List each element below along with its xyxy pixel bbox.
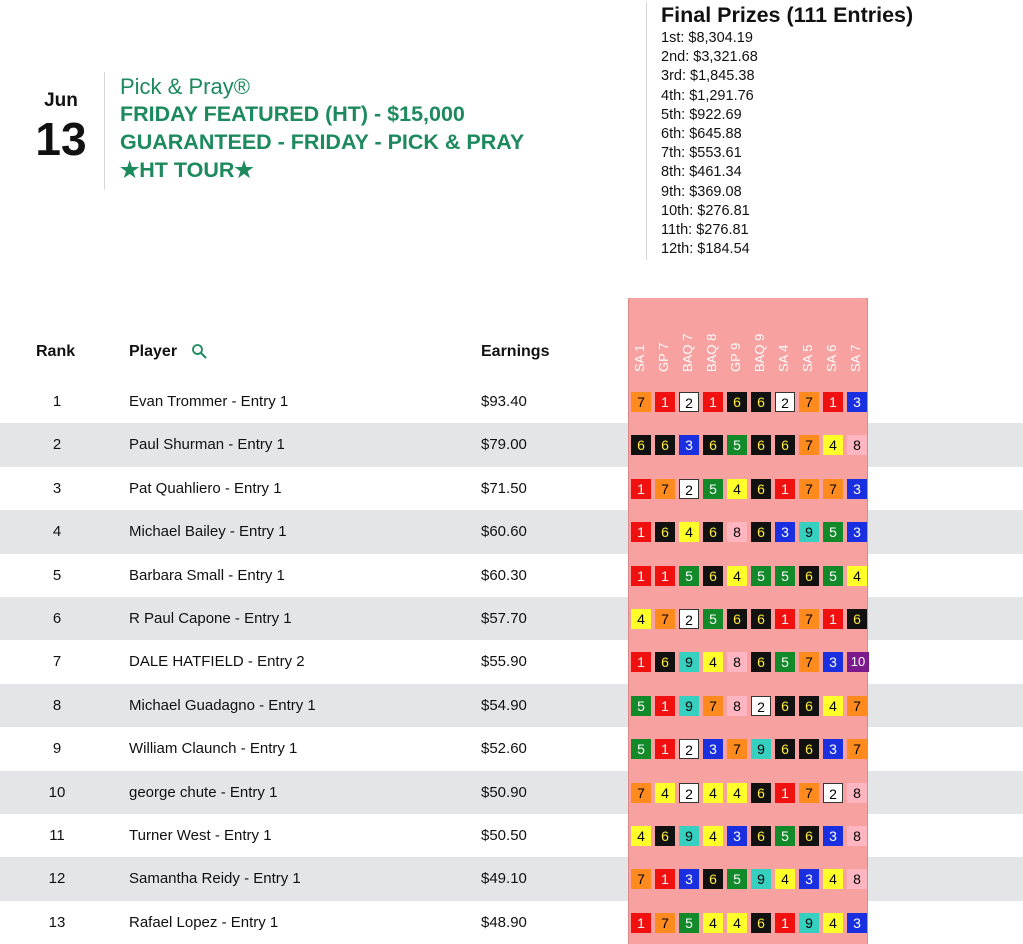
pick-badge: 6	[703, 435, 723, 455]
race-header-cell	[629, 302, 653, 372]
picks-area	[628, 510, 868, 553]
rank-cell: 7	[52, 653, 62, 671]
table-row[interactable]	[0, 901, 1023, 944]
pick-badge: 5	[775, 826, 795, 846]
picks-area	[628, 423, 868, 466]
prize-line: 8th: $461.34	[661, 164, 742, 181]
pick-badge: 8	[847, 826, 867, 846]
pick-badge: 6	[751, 479, 771, 499]
rank-cell: 10	[48, 783, 66, 801]
pick-badge: 1	[655, 392, 675, 412]
pick-badge: 6	[847, 609, 867, 629]
pick-badge: 7	[631, 783, 651, 803]
pick-badge: 9	[679, 826, 699, 846]
race-label: SA 1	[632, 344, 647, 372]
player-name[interactable]: Evan Trommer - Entry 1	[129, 393, 289, 410]
pick-badge: 2	[679, 783, 699, 803]
prize-line: 9th: $369.08	[661, 183, 742, 200]
table-row[interactable]	[0, 597, 1023, 640]
pick-badge: 2	[823, 783, 843, 803]
pick-badge: 6	[775, 435, 795, 455]
race-header-cell	[701, 302, 725, 372]
pick-badge: 8	[727, 696, 747, 716]
player-name[interactable]: Michael Bailey - Entry 1	[129, 523, 287, 541]
pick-badge: 1	[655, 696, 675, 716]
leaderboard-table	[0, 298, 1023, 944]
pick-badge: 3	[727, 826, 747, 846]
picks-area	[628, 901, 868, 944]
pick-badge: 8	[847, 783, 867, 803]
pick-badge: 5	[631, 739, 651, 759]
pick-badge: 6	[727, 609, 747, 629]
table-header	[0, 298, 1023, 380]
pick-badge: 5	[631, 696, 651, 716]
prize-list	[661, 29, 1016, 259]
prize-line: 3rd: $1,845.38	[661, 68, 755, 85]
race-label: SA 4	[776, 344, 791, 372]
pick-badge: 6	[751, 609, 771, 629]
contest-title-line-2: GUARANTEED - FRIDAY - PICK & PRAY	[120, 130, 525, 154]
final-prizes-panel	[646, 2, 1016, 260]
race-label: SA 5	[800, 344, 815, 372]
pick-badge: 7	[799, 652, 819, 672]
race-header-cell	[821, 302, 845, 372]
pick-badge: 4	[727, 566, 747, 586]
pick-badge: 1	[703, 392, 723, 412]
earnings-cell: $54.90	[481, 696, 527, 714]
rank-cell: 12	[48, 870, 66, 888]
pick-badge: 7	[655, 609, 675, 629]
pick-badge: 10	[847, 652, 869, 672]
rank-cell: 5	[52, 566, 62, 584]
pick-badge: 1	[631, 913, 651, 933]
race-header-cell	[725, 302, 749, 372]
pick-badge: 5	[703, 609, 723, 629]
pick-badge: 5	[775, 566, 795, 586]
earnings-cell: $71.50	[481, 479, 527, 497]
pick-badge: 6	[703, 869, 723, 889]
player-header[interactable]: Player	[129, 343, 178, 360]
table-row[interactable]	[0, 727, 1023, 770]
pick-badge: 3	[823, 652, 843, 672]
pick-badge: 4	[823, 435, 843, 455]
pick-badge: 2	[775, 392, 795, 412]
pick-badge: 7	[655, 479, 675, 499]
pick-badge: 5	[727, 869, 747, 889]
player-name[interactable]: george chute - Entry 1	[129, 783, 278, 801]
race-header-cell	[677, 302, 701, 372]
pick-badge: 7	[799, 392, 819, 412]
prize-line: 11th: $276.81	[661, 222, 749, 239]
table-row[interactable]	[0, 380, 1023, 423]
race-label: BAQ 7	[680, 333, 695, 372]
race-header-cell	[773, 302, 797, 372]
pick-badge: 7	[799, 609, 819, 629]
earnings-cell: $49.10	[481, 870, 527, 888]
pick-badge: 3	[823, 826, 843, 846]
picks-area	[628, 684, 868, 727]
pick-badge: 3	[799, 869, 819, 889]
pick-badge: 5	[679, 566, 699, 586]
rank-header[interactable]: Rank	[36, 343, 76, 360]
header-divider	[104, 72, 105, 190]
pick-badge: 2	[679, 479, 699, 499]
search-icon[interactable]	[191, 343, 207, 359]
picks-area	[628, 380, 868, 423]
pick-badge: 4	[823, 913, 843, 933]
pick-badge: 5	[775, 652, 795, 672]
contest-brand: Pick & Pray®	[120, 74, 250, 99]
final-prizes-title: Final Prizes (111 Entries)	[661, 3, 914, 27]
pick-badge: 3	[847, 522, 867, 542]
picks-area	[628, 640, 868, 683]
pick-badge: 4	[631, 826, 651, 846]
race-label: SA 7	[848, 344, 863, 372]
pick-badge: 9	[799, 522, 819, 542]
pick-badge: 8	[847, 869, 867, 889]
prize-line: 6th: $645.88	[661, 126, 742, 143]
pick-badge: 5	[751, 566, 771, 586]
pick-badge: 6	[655, 652, 675, 672]
pick-badge: 3	[847, 392, 867, 412]
earnings-cell: $55.90	[481, 653, 527, 671]
player-name[interactable]: DALE HATFIELD - Entry 2	[129, 653, 305, 671]
table-row[interactable]	[0, 423, 1023, 466]
prize-line: 12th: $184.54	[661, 241, 750, 258]
pick-badge: 1	[631, 479, 651, 499]
picks-area	[628, 771, 868, 814]
contest-title-line-3: ★HT TOUR★	[120, 158, 254, 182]
pick-badge: 3	[775, 522, 795, 542]
earnings-cell: $50.90	[481, 783, 527, 801]
pick-badge: 8	[727, 652, 747, 672]
pick-badge: 7	[727, 739, 747, 759]
date-day: 13	[35, 113, 87, 165]
pick-badge: 6	[751, 652, 771, 672]
pick-badge: 1	[631, 652, 651, 672]
prize-line: 10th: $276.81	[661, 202, 750, 219]
pick-badge: 7	[631, 869, 651, 889]
player-name[interactable]: Samantha Reidy - Entry 1	[129, 870, 301, 888]
pick-badge: 6	[655, 826, 675, 846]
pick-badge: 9	[799, 913, 819, 933]
table-row[interactable]	[0, 814, 1023, 857]
rank-cell: 13	[48, 913, 66, 931]
race-label: SA 6	[824, 344, 839, 372]
pick-badge: 7	[799, 783, 819, 803]
pick-badge: 7	[847, 739, 867, 759]
pick-badge: 4	[703, 913, 723, 933]
pick-badge: 4	[775, 869, 795, 889]
prize-line: 7th: $553.61	[661, 145, 742, 162]
race-columns-header	[628, 298, 868, 380]
earnings-header[interactable]: Earnings	[481, 343, 550, 360]
race-header-cell	[653, 302, 677, 372]
rank-cell: 11	[49, 826, 65, 844]
pick-badge: 8	[847, 435, 867, 455]
pick-badge: 1	[655, 869, 675, 889]
pick-badge: 5	[703, 479, 723, 499]
table-row[interactable]	[0, 771, 1023, 814]
pick-badge: 6	[751, 913, 771, 933]
contest-date	[30, 90, 92, 164]
pick-badge: 4	[823, 696, 843, 716]
earnings-cell: $57.70	[481, 609, 527, 627]
race-header-cell	[845, 302, 869, 372]
race-label: BAQ 8	[704, 333, 719, 372]
pick-badge: 6	[799, 739, 819, 759]
player-name[interactable]: Michael Guadagno - Entry 1	[129, 696, 316, 714]
pick-badge: 4	[631, 609, 651, 629]
pick-badge: 6	[775, 739, 795, 759]
picks-area	[628, 597, 868, 640]
pick-badge: 1	[775, 479, 795, 499]
race-header-cell	[797, 302, 821, 372]
race-header-cell	[749, 302, 773, 372]
rank-cell: 4	[52, 523, 62, 541]
pick-badge: 3	[823, 739, 843, 759]
earnings-cell: $79.00	[481, 436, 527, 454]
pick-badge: 7	[847, 696, 867, 716]
pick-badge: 5	[823, 522, 843, 542]
pick-badge: 4	[703, 826, 723, 846]
pick-badge: 4	[679, 522, 699, 542]
player-name[interactable]: Barbara Small - Entry 1	[129, 566, 285, 584]
pick-badge: 4	[727, 913, 747, 933]
pick-badge: 9	[751, 739, 771, 759]
pick-badge: 2	[679, 392, 699, 412]
prize-line: 1st: $8,304.19	[661, 30, 753, 46]
picks-area	[628, 554, 868, 597]
pick-badge: 6	[799, 696, 819, 716]
pick-badge: 6	[631, 435, 651, 455]
pick-badge: 6	[655, 435, 675, 455]
pick-badge: 2	[679, 739, 699, 759]
pick-badge: 2	[751, 696, 771, 716]
pick-badge: 4	[847, 566, 867, 586]
player-name[interactable]: R Paul Capone - Entry 1	[129, 609, 292, 627]
pick-badge: 6	[751, 522, 771, 542]
race-label: GP 7	[656, 342, 671, 372]
pick-badge: 5	[823, 566, 843, 586]
pick-badge: 4	[703, 652, 723, 672]
pick-badge: 6	[703, 566, 723, 586]
pick-badge: 9	[751, 869, 771, 889]
table-row[interactable]	[0, 467, 1023, 510]
pick-badge: 5	[679, 913, 699, 933]
prize-line: 5th: $922.69	[661, 106, 742, 123]
pick-badge: 1	[775, 783, 795, 803]
pick-badge: 1	[631, 566, 651, 586]
player-name[interactable]: Turner West - Entry 1	[129, 826, 272, 844]
pick-badge: 9	[679, 696, 699, 716]
picks-area	[628, 857, 868, 900]
pick-badge: 4	[655, 783, 675, 803]
pick-badge: 4	[823, 869, 843, 889]
table-row[interactable]	[0, 640, 1023, 683]
pick-badge: 6	[751, 435, 771, 455]
prize-line: 4th: $1,291.76	[661, 87, 754, 104]
pick-badge: 6	[799, 566, 819, 586]
table-row[interactable]	[0, 510, 1023, 553]
picks-area	[628, 727, 868, 770]
player-name[interactable]: Paul Shurman - Entry 1	[129, 436, 285, 454]
pick-badge: 1	[631, 522, 651, 542]
earnings-cell: $60.60	[481, 523, 527, 541]
rank-cell: 3	[52, 479, 62, 497]
pick-badge: 4	[727, 479, 747, 499]
pick-badge: 1	[823, 609, 843, 629]
rank-cell: 8	[52, 696, 62, 714]
earnings-cell: $48.90	[481, 913, 527, 931]
pick-badge: 8	[727, 522, 747, 542]
player-name[interactable]: William Claunch - Entry 1	[129, 740, 298, 758]
pick-badge: 6	[775, 696, 795, 716]
table-body	[0, 380, 1023, 944]
earnings-cell: $50.50	[481, 826, 527, 844]
pick-badge: 2	[679, 609, 699, 629]
player-name[interactable]: Pat Quahliero - Entry 1	[129, 479, 282, 497]
pick-badge: 3	[847, 913, 867, 933]
pick-badge: 1	[655, 739, 675, 759]
pick-badge: 7	[631, 392, 651, 412]
pick-badge: 6	[727, 392, 747, 412]
table-row[interactable]	[0, 857, 1023, 900]
pick-badge: 7	[655, 913, 675, 933]
pick-badge: 6	[655, 522, 675, 542]
prize-line: 2nd: $3,321.68	[661, 49, 758, 66]
pick-badge: 3	[679, 869, 699, 889]
pick-badge: 3	[703, 739, 723, 759]
pick-badge: 7	[799, 479, 819, 499]
table-row[interactable]	[0, 554, 1023, 597]
earnings-cell: $93.40	[481, 393, 527, 410]
contest-title-line-1: FRIDAY FEATURED (HT) - $15,000	[120, 102, 465, 126]
pick-badge: 7	[823, 479, 843, 499]
rank-cell: 2	[52, 436, 62, 454]
pick-badge: 1	[775, 609, 795, 629]
pick-badge: 9	[679, 652, 699, 672]
date-month: Jun	[44, 90, 78, 111]
contest-title-block	[120, 74, 610, 184]
pick-badge: 3	[679, 435, 699, 455]
pick-badge: 3	[847, 479, 867, 499]
table-row[interactable]	[0, 684, 1023, 727]
picks-area	[628, 467, 868, 510]
pick-badge: 4	[727, 783, 747, 803]
race-label: BAQ 9	[752, 333, 767, 372]
pick-badge: 6	[751, 826, 771, 846]
rank-cell: 9	[52, 740, 62, 758]
pick-badge: 5	[727, 435, 747, 455]
rank-cell: 6	[52, 609, 62, 627]
pick-badge: 7	[703, 696, 723, 716]
pick-badge: 6	[703, 522, 723, 542]
player-name[interactable]: Rafael Lopez - Entry 1	[129, 913, 279, 931]
pick-badge: 1	[655, 566, 675, 586]
pick-badge: 6	[751, 392, 771, 412]
pick-badge: 7	[799, 435, 819, 455]
race-label: GP 9	[728, 342, 743, 372]
pick-badge: 1	[823, 392, 843, 412]
earnings-cell: $60.30	[481, 566, 527, 584]
earnings-cell: $52.60	[481, 740, 527, 758]
pick-badge: 1	[775, 913, 795, 933]
rank-cell: 1	[52, 393, 62, 410]
pick-badge: 4	[703, 783, 723, 803]
picks-area	[628, 814, 868, 857]
pick-badge: 6	[799, 826, 819, 846]
pick-badge: 6	[751, 783, 771, 803]
